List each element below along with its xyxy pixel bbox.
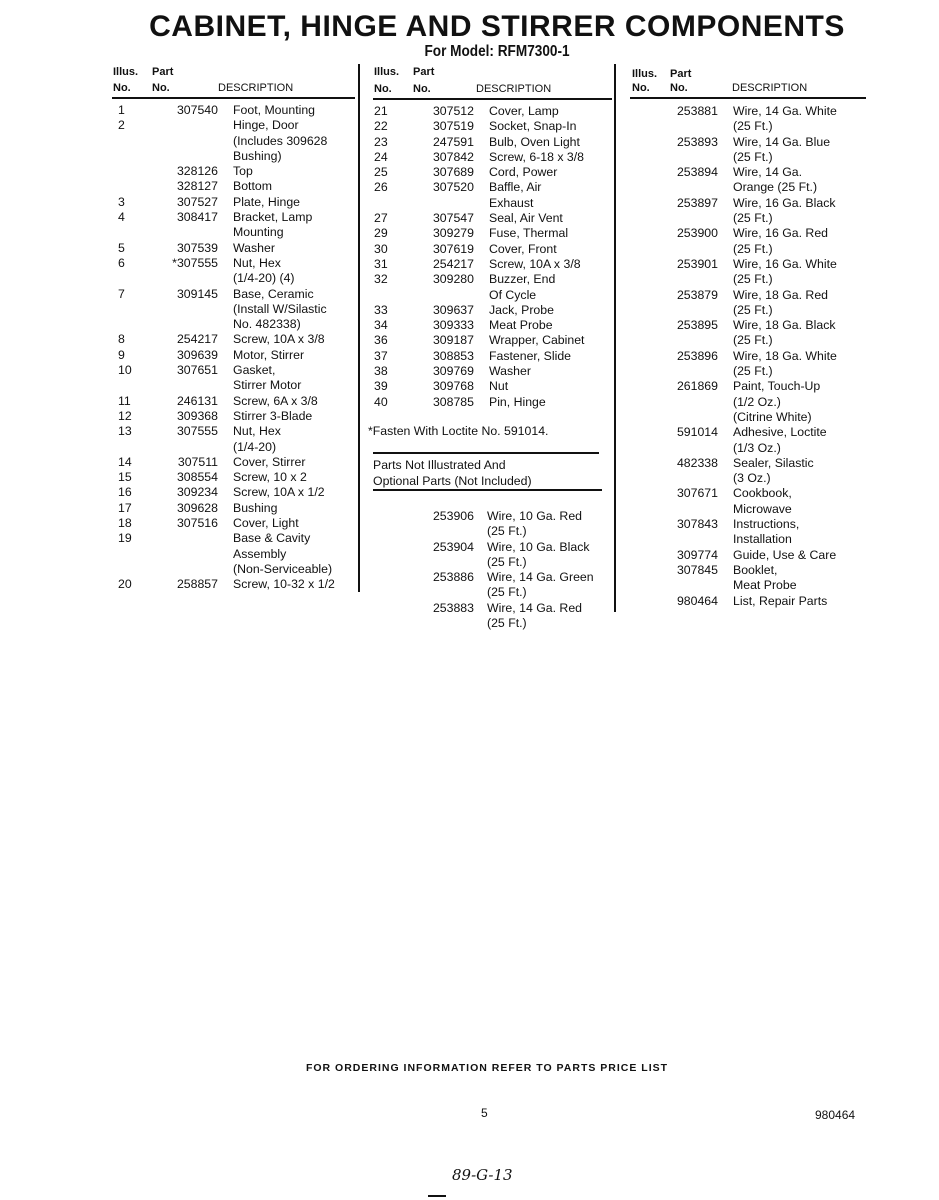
illus-number: 6 [118,255,125,270]
part-description [233,241,275,256]
part-number: 309280 [432,272,474,287]
header-description-1: DESCRIPTION [218,82,294,94]
description-line: Wire, 14 Ga. Green [487,570,594,585]
part-description [233,164,253,179]
part-description [233,470,307,485]
illus-number: 9 [118,347,125,362]
part-number: 253893 [676,134,718,149]
optional-heading-line-1: Parts Not Illustrated And [373,458,506,472]
description-line: Plate, Hinge [233,194,300,209]
part-description [733,349,837,380]
illus-number: 13 [118,424,132,439]
description-line: (Install W/Silastic [233,301,327,316]
part-description [489,395,546,410]
page-title: CABINET, HINGE AND STIRRER COMPONENTS [149,10,845,43]
part-number: 253900 [676,226,718,241]
description-line: (1/2 Oz.) [733,394,781,409]
part-description [233,332,325,347]
part-number: 307845 [676,562,718,577]
part-description [489,333,584,348]
description-line: Seal, Air Vent [489,211,563,226]
description-line: Wire, 16 Ga. Red [733,226,828,241]
illus-number: 24 [374,149,388,164]
header-no-2: No. [374,83,392,95]
description-line: Screw, 10 x 2 [233,470,307,485]
description-line: Jack, Probe [489,302,554,317]
description-line: Base & Cavity [233,531,311,546]
description-line: (25 Ft.) [733,149,773,164]
header-part-1: Part [152,66,174,78]
part-description [733,165,817,196]
description-line: Screw, 10A x 1/2 [233,485,325,500]
part-number: 309637 [432,302,474,317]
header-rule-2 [373,98,612,100]
description-line: Pin, Hinge [489,394,546,409]
part-description [733,456,814,487]
part-description [233,195,300,210]
description-line: Wire, 10 Ga. Red [487,509,582,523]
part-number: 246131 [176,393,218,408]
part-description [733,104,837,135]
illus-number: 17 [118,500,132,515]
description-line: Buzzer, End [489,272,556,287]
part-number: 307619 [432,241,474,256]
description-line: Nut, Hex [233,424,281,439]
description-line: Meat Probe [489,318,553,333]
illus-number: 32 [374,272,388,287]
part-number: 307511 [177,454,218,469]
part-description [487,509,582,540]
description-line: Cover, Stirrer [233,454,306,469]
document-number: 980464 [815,1108,856,1122]
description-line: (25 Ft.) [487,554,527,569]
description-line: Sealer, Silastic [733,455,814,470]
part-description [489,165,557,180]
header-illus-3: Illus. [632,68,658,80]
header-no-1: No. [113,82,131,94]
part-number: 253906 [432,509,474,523]
part-number: 309145 [176,286,218,301]
part-description [233,363,301,394]
illus-number: 36 [374,333,388,348]
illus-number: 19 [118,531,132,546]
part-description [489,379,508,394]
part-description [489,318,553,333]
part-description [489,226,568,241]
part-description [489,135,580,150]
illus-number: 39 [374,379,388,394]
part-number: 307527 [176,194,218,209]
description-line: Bracket, Lamp [233,210,313,225]
description-line: Foot, Mounting [233,103,316,117]
description-line: Cover, Light [233,516,299,531]
part-number: 253883 [432,600,474,615]
illus-number: 4 [118,210,125,225]
description-line: Top [233,164,253,179]
part-number: 253879 [676,287,718,302]
description-line: (Citrine White) [733,409,812,424]
description-line: Wrapper, Cabinet [489,333,585,348]
part-description [233,394,318,409]
part-description [733,226,828,257]
part-number: 253895 [676,318,718,333]
header-illus-1: Illus. [113,66,139,78]
part-description [233,455,305,470]
part-description [233,256,295,287]
part-number: 309628 [176,500,218,515]
header-part-no-1: No. [152,82,170,94]
illus-number: 23 [374,134,388,149]
illus-number: 33 [374,302,388,317]
part-number: 253901 [676,256,718,271]
description-line: Socket, Snap-In [489,119,577,134]
description-line: Cookbook, [733,486,792,501]
description-line: (1/4-20) [233,439,277,454]
part-description [487,540,590,571]
scan-mark [428,1195,446,1197]
part-description [233,516,299,531]
illus-number: 26 [374,180,388,195]
description-line: Cover, Lamp [489,104,559,118]
part-description [233,118,327,164]
part-number: 309279 [432,226,474,241]
part-number: 308853 [432,348,474,363]
description-line: (1/3 Oz.) [733,440,781,455]
part-description [733,517,799,548]
optional-rule-top [373,452,599,454]
illus-number: 1 [118,103,125,117]
illus-number: 40 [374,394,388,409]
description-line: Microwave [733,501,792,516]
description-line: Wire, 18 Ga. Red [733,287,828,302]
part-description [489,180,541,211]
part-number: 307512 [432,104,474,118]
part-description [733,318,836,349]
description-line: Fastener, Slide [489,348,572,363]
description-line: Adhesive, Loctite [733,425,827,440]
page-number: 5 [481,1106,488,1120]
part-number: 309769 [432,364,474,379]
header-no-3: No. [632,82,650,94]
part-number: 309187 [432,333,474,348]
description-line: No. 482338) [233,317,301,332]
column-divider-1 [358,64,360,592]
part-description [233,577,335,592]
illus-number: 14 [118,454,132,469]
model-subtitle: For Model: RFM7300-1 [424,43,570,60]
illus-number: 29 [374,226,388,241]
part-number: 261869 [676,379,718,394]
part-description [233,348,304,363]
part-description [489,104,559,119]
illus-number: 5 [118,240,125,255]
part-description [233,501,277,516]
description-line: Base, Ceramic [233,286,314,301]
part-number: *307555 [172,255,218,270]
column-divider-2 [614,64,616,612]
description-line: Instructions, [733,517,800,532]
part-description [733,563,797,594]
part-description [489,364,531,379]
part-description [489,303,554,318]
description-line: Mounting [233,225,284,240]
description-line: (25 Ft.) [487,585,527,600]
description-line: (Includes 309628 [233,133,328,148]
part-description [489,349,571,364]
illus-number: 27 [374,211,388,226]
part-number: 307689 [432,165,474,180]
part-description [489,150,584,165]
part-number: 307555 [176,424,218,439]
illus-number: 15 [118,470,132,485]
description-line: Hinge, Door [233,118,299,133]
part-description [733,288,828,319]
header-part-2: Part [413,66,435,78]
illus-number: 38 [374,364,388,379]
part-number: 307519 [432,119,474,134]
part-description [733,486,792,517]
header-part-3: Part [670,68,692,80]
optional-rule-bottom [373,489,602,491]
description-line: Wire, 14 Ga. [733,165,803,180]
part-number: 308417 [176,210,218,225]
illus-number: 10 [118,363,132,378]
description-line: (25 Ft.) [487,616,527,631]
description-line: Wire, 18 Ga. White [733,348,837,363]
description-line: (25 Ft.) [487,524,527,539]
part-description [489,257,581,272]
part-description [489,211,563,226]
part-number: 254217 [432,256,474,271]
illus-number: 3 [118,194,125,209]
description-line: (25 Ft.) [733,119,773,134]
illus-number: 25 [374,165,388,180]
part-description [733,594,827,609]
illus-number: 12 [118,408,132,423]
description-line: Wire, 16 Ga. White [733,256,837,271]
illus-number: 34 [374,318,388,333]
description-line: Wire, 16 Ga. Black [733,195,836,210]
description-line: Meat Probe [733,578,797,593]
description-line: Guide, Use & Care [733,547,837,562]
part-number: 482338 [676,455,718,470]
ordering-note: FOR ORDERING INFORMATION REFER TO PARTS PRICE LIST [305,1062,669,1074]
illus-number: 8 [118,332,125,347]
description-line: Washer [233,240,275,255]
description-line: (1/4-20) (4) [233,271,295,286]
part-description [733,196,836,227]
part-number: 309768 [432,379,474,394]
description-line: (25 Ft.) [733,302,773,317]
part-description [489,272,555,303]
part-description [233,179,272,194]
part-number: 980464 [676,593,718,608]
part-number: 307520 [432,180,474,195]
part-number: 307671 [676,486,718,501]
description-line: Motor, Stirrer [233,347,305,362]
illus-number: 7 [118,286,125,301]
description-line: Gasket, [233,363,276,378]
part-description [233,485,325,500]
description-line: Screw, 6-18 x 3/8 [489,149,585,164]
description-line: Wire, 14 Ga. Red [487,600,582,615]
part-description [233,409,312,424]
illus-number: 18 [118,516,132,531]
part-number: 308785 [432,394,474,409]
handwritten-annotation: 89-G-13 [452,1166,513,1184]
part-number: 307540 [176,103,218,117]
footnote: *Fasten With Loctite No. 591014. [368,424,549,438]
illus-number: 16 [118,485,132,500]
part-number: 307843 [676,517,718,532]
description-line: Cord, Power [489,165,558,180]
part-number: 328127 [176,179,218,194]
part-number: 307516 [176,516,218,531]
header-description-3: DESCRIPTION [732,82,808,94]
description-line: (25 Ft.) [733,333,773,348]
header-description-2: DESCRIPTION [476,83,552,95]
illus-number: 21 [374,104,388,118]
illus-number: 20 [118,577,132,592]
description-line: Installation [733,532,792,547]
description-line: Stirrer 3-Blade [233,408,313,423]
description-line: Wire, 14 Ga. Blue [733,134,831,149]
description-line: Bottom [233,179,272,194]
description-line: Wire, 18 Ga. Black [733,318,836,333]
part-description [233,287,327,333]
part-number: 309368 [176,408,218,423]
description-line: Of Cycle [489,287,537,302]
description-line: (3 Oz.) [733,471,771,486]
description-line: Nut, Hex [233,255,281,270]
description-line: Booklet, [733,562,778,577]
part-number: 253904 [432,539,474,554]
optional-heading-line-2: Optional Parts (Not Included) [373,474,532,488]
description-line: Paint, Touch-Up [733,379,821,394]
header-illus-2: Illus. [374,66,400,78]
part-number: 247591 [432,134,474,149]
description-line: Washer [489,364,531,379]
part-description [733,257,837,288]
description-line: Screw, 10A x 3/8 [233,332,325,347]
part-description [489,119,577,134]
description-line: List, Repair Parts [733,593,828,608]
part-description [733,379,820,425]
description-line: Wire, 10 Ga. Black [487,539,590,554]
description-line: Exhaust [489,195,534,210]
part-number: 328126 [176,164,218,179]
description-line: Screw, 6A x 3/8 [233,393,318,408]
description-line: Bulb, Oven Light [489,134,580,149]
part-number: 308554 [176,470,218,485]
description-line: Assembly [233,546,287,561]
description-line: Screw, 10-32 x 1/2 [233,577,335,592]
part-number: 307539 [176,240,218,255]
description-line: Cover, Front [489,241,557,256]
description-line: (25 Ft.) [733,364,773,379]
part-number: 253881 [676,104,718,118]
part-description [233,210,312,241]
part-number: 253894 [676,165,718,180]
description-line: (25 Ft.) [733,211,773,226]
part-description [733,548,836,563]
illus-number: 22 [374,119,388,134]
description-line: (Non-Serviceable) [233,561,333,576]
description-line: Baffle, Air [489,180,542,195]
part-number: 258857 [176,577,218,592]
part-number: 307547 [432,211,474,226]
part-number: 307842 [432,149,474,164]
part-number: 309234 [176,485,218,500]
part-number: 309639 [176,347,218,362]
part-description [233,103,315,118]
part-number: 309774 [676,547,718,562]
description-line: (25 Ft.) [733,272,773,287]
description-line: Orange (25 Ft.) [733,180,818,195]
description-line: Bushing [233,500,278,515]
description-line: Nut [489,379,509,394]
part-number: 254217 [176,332,218,347]
header-rule-1 [112,97,355,99]
description-line: Fuse, Thermal [489,226,569,241]
part-description [233,424,281,455]
header-part-no-2: No. [413,83,431,95]
illus-number: 31 [374,256,388,271]
description-line: Bushing) [233,148,282,163]
illus-number: 2 [118,118,125,133]
part-description [733,425,827,456]
description-line: Stirrer Motor [233,378,302,393]
illus-number: 11 [118,393,131,408]
part-number: 253897 [676,195,718,210]
part-number: 253886 [432,570,474,585]
part-description [733,135,830,166]
part-number: 253896 [676,348,718,363]
description-line: Wire, 14 Ga. White [733,104,837,118]
illus-number: 37 [374,348,388,363]
part-description [489,242,557,257]
part-number: 307651 [176,363,218,378]
illus-number: 30 [374,241,388,256]
part-number: 309333 [432,318,474,333]
part-description [233,531,332,577]
part-description [487,570,594,601]
part-number: 591014 [676,425,718,440]
part-description [487,601,582,632]
description-line: Screw, 10A x 3/8 [489,256,581,271]
description-line: (25 Ft.) [733,241,773,256]
header-part-no-3: No. [670,82,688,94]
header-rule-3 [630,97,866,99]
